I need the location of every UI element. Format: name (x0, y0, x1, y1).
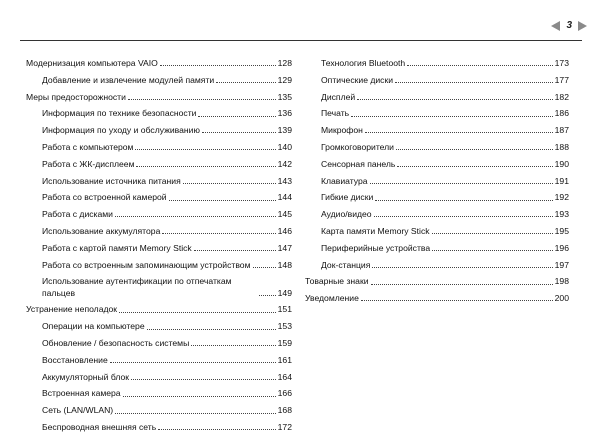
toc-page-number: 159 (277, 338, 292, 349)
toc-dot-leader (370, 183, 553, 184)
toc-dot-leader (110, 362, 276, 363)
toc-dot-leader (407, 65, 552, 66)
toc-subsection-entry[interactable] (26, 176, 292, 187)
toc-entry-title: Печать (321, 108, 350, 119)
toc-subsection-entry[interactable] (305, 108, 569, 119)
toc-subsection-entry[interactable] (305, 176, 569, 187)
toc-dot-leader (397, 166, 552, 167)
toc-entry-title: Работа со встроенным запоминающим устройством (42, 259, 251, 270)
toc-dot-leader (147, 329, 276, 330)
toc-page-number: 168 (277, 405, 292, 416)
toc-dot-leader (374, 216, 553, 217)
toc-dot-leader (128, 99, 276, 100)
toc-entry-title: Операции на компьютере (42, 321, 145, 332)
toc-column-left (26, 58, 292, 439)
toc-entry-title: Аудио/видео (321, 209, 372, 220)
toc-page-number: 187 (554, 125, 569, 136)
toc-subsection-entry[interactable] (305, 125, 569, 136)
toc-entry-title: Устранение неполадок (26, 304, 118, 315)
toc-subsection-entry[interactable] (26, 260, 292, 271)
toc-entry-title: Гибкие диски (321, 192, 374, 203)
toc-page-number: 177 (554, 74, 569, 85)
toc-page-number: 143 (277, 175, 292, 186)
toc-subsection-entry[interactable] (26, 159, 292, 170)
toc-dot-leader (198, 116, 275, 117)
page-navigation (551, 20, 587, 31)
toc-entry-title: Использование аккумулятора (42, 225, 161, 236)
toc-dot-leader (123, 396, 276, 397)
toc-page-number: 196 (554, 242, 569, 253)
toc-dot-leader (194, 250, 276, 251)
toc-page-number: 172 (277, 422, 292, 433)
toc-entry-title: Добавление и извлечение модулей памяти (42, 74, 215, 85)
toc-subsection-entry[interactable] (26, 243, 292, 254)
toc-entry-title: Уведомление (305, 293, 359, 304)
toc-subsection-entry[interactable] (305, 92, 569, 103)
toc-dot-leader (365, 132, 553, 133)
toc-subsection-entry[interactable] (26, 405, 292, 416)
toc-entry-title: Технология Bluetooth (321, 58, 406, 68)
toc-dot-leader (216, 82, 275, 83)
toc-entry-title: Встроенная камера (42, 388, 121, 399)
toc-page-number: 129 (277, 74, 292, 85)
toc-subsection-entry[interactable] (26, 372, 292, 383)
toc-entry-title: Громкоговорители (321, 141, 394, 152)
toc-page-number: 190 (554, 158, 569, 169)
toc-entry-title: Док-станция (321, 259, 371, 270)
previous-page-icon[interactable] (551, 21, 560, 31)
toc-dot-leader (372, 267, 552, 268)
toc-subsection-entry[interactable] (305, 260, 569, 271)
toc-dot-leader (371, 284, 553, 285)
toc-subsection-entry[interactable] (305, 142, 569, 153)
toc-dot-leader (259, 295, 276, 296)
toc-page-number: 148 (277, 259, 292, 270)
toc-dot-leader (169, 200, 276, 201)
toc-dot-leader (160, 65, 276, 66)
toc-page-number: 186 (554, 108, 569, 119)
toc-subsection-entry[interactable] (26, 276, 292, 299)
toc-entry-title: Работа с картой памяти Memory Stick (42, 242, 192, 253)
toc-subsection-entry[interactable] (305, 58, 569, 69)
toc-subsection-entry[interactable] (26, 226, 292, 237)
toc-entry-title: Обновление / безопасность системы (42, 338, 190, 349)
toc-dot-leader (253, 267, 276, 268)
toc-dot-leader (115, 216, 276, 217)
toc-page-number: 197 (554, 259, 569, 270)
toc-dot-leader (158, 429, 275, 430)
toc-subsection-entry[interactable] (26, 209, 292, 220)
toc-subsection-entry[interactable] (26, 338, 292, 349)
toc-entry-title: Использование источника питания (42, 175, 181, 186)
page-number: 3 (566, 20, 572, 31)
toc-dot-leader (183, 183, 276, 184)
toc-entry-title: Модернизация компьютера VAIO (26, 58, 158, 68)
toc-subsection-entry[interactable] (305, 243, 569, 254)
toc-dot-leader (162, 233, 275, 234)
toc-dot-leader (432, 233, 553, 234)
toc-entry-title: Аккумуляторный блок (42, 371, 130, 382)
toc-page-number: 145 (277, 209, 292, 220)
toc-subsection-entry[interactable] (26, 388, 292, 399)
toc-entry-title: Беспроводная внешняя сеть (42, 422, 157, 433)
toc-dot-leader (131, 379, 276, 380)
toc-section-entry[interactable] (26, 304, 292, 315)
toc-subsection-entry[interactable] (305, 226, 569, 237)
toc-subsection-entry[interactable] (26, 125, 292, 136)
toc-entry-title: Меры предосторожности (26, 91, 126, 102)
toc-dot-leader (191, 345, 275, 346)
toc-page-number: 195 (554, 225, 569, 236)
toc-subsection-entry[interactable] (305, 75, 569, 86)
toc-dot-leader (396, 149, 553, 150)
toc-page-number: 166 (277, 388, 292, 399)
toc-entry-title: Работа с дисками (42, 209, 113, 220)
toc-section-entry[interactable] (305, 276, 569, 287)
toc-dot-leader (375, 200, 552, 201)
toc-page-number: 153 (277, 321, 292, 332)
toc-page-number: 151 (277, 304, 292, 315)
toc-dot-leader (432, 250, 553, 251)
toc-subsection-entry[interactable] (26, 75, 292, 86)
toc-page-number: 149 (277, 287, 292, 298)
next-page-icon[interactable] (578, 21, 587, 31)
toc-dot-leader (395, 82, 553, 83)
toc-entry-title: Работа с компьютером (42, 141, 134, 152)
toc-page-number: 164 (277, 371, 292, 382)
toc-entry-title: Карта памяти Memory Stick (321, 225, 430, 236)
toc-page-number: 136 (277, 108, 292, 119)
toc-page-number: 161 (277, 354, 292, 365)
toc-page-number: 198 (554, 276, 569, 287)
toc-entry-title: Микрофон (321, 125, 363, 136)
page-header (0, 0, 595, 40)
toc-entry-title: Сеть (LAN/WLAN) (42, 405, 114, 416)
toc-page-number: 147 (277, 242, 292, 253)
toc-section-entry[interactable] (305, 293, 569, 304)
toc-page-number: 182 (554, 91, 569, 102)
toc-page-number: 135 (277, 91, 292, 102)
toc-subsection-entry[interactable] (26, 142, 292, 153)
toc-dot-leader (202, 132, 276, 133)
toc-subsection-entry[interactable] (305, 209, 569, 220)
toc-page-number: 193 (554, 209, 569, 220)
toc-page-number: 142 (277, 158, 292, 169)
toc-page-number: 140 (277, 141, 292, 152)
toc-page-number: 146 (277, 225, 292, 236)
toc-dot-leader (136, 166, 275, 167)
toc-column-right (305, 58, 569, 310)
toc-dot-leader (119, 312, 276, 313)
toc-subsection-entry[interactable] (26, 422, 292, 433)
toc-entry-title: Использование аутентификации по отпечаткам пальцев (42, 276, 232, 298)
toc-entry-title: Работа с ЖК-дисплеем (42, 158, 135, 169)
toc-entry-title: Сенсорная панель (321, 158, 396, 169)
toc-subsection-entry[interactable] (305, 192, 569, 203)
toc-subsection-entry[interactable] (26, 355, 292, 366)
toc-dot-leader (361, 300, 553, 301)
toc-subsection-entry[interactable] (26, 108, 292, 119)
toc-dot-leader (351, 116, 553, 117)
toc-entry-title: Информация по уходу и обслуживанию (42, 125, 200, 136)
header-divider (20, 40, 582, 41)
toc-page-number: 139 (277, 125, 292, 136)
toc-page-number: 144 (277, 192, 292, 203)
toc-entry-title: Товарные знаки (305, 276, 369, 287)
toc-entry-title: Работа со встроенной камерой (42, 192, 167, 203)
toc-section-entry[interactable] (26, 58, 292, 69)
toc-entry-title: Периферийные устройства (321, 242, 431, 253)
toc-subsection-entry[interactable] (26, 321, 292, 332)
toc-dot-leader (357, 99, 552, 100)
toc-entry-title: Информация по технике безопасности (42, 108, 197, 119)
toc-page-number: 200 (554, 293, 569, 304)
toc-entry-title: Оптические диски (321, 74, 394, 85)
toc-entry-title: Дисплей (321, 91, 356, 102)
toc-section-entry[interactable] (26, 92, 292, 103)
toc-entry-title: Восстановление (42, 354, 108, 365)
toc-page-number: 173 (554, 58, 569, 68)
toc-page-number: 192 (554, 192, 569, 203)
toc-subsection-entry[interactable] (26, 192, 292, 203)
toc-entry-title: Клавиатура (321, 175, 368, 186)
toc-dot-leader (115, 413, 275, 414)
toc-subsection-entry[interactable] (305, 159, 569, 170)
toc-page-number: 188 (554, 141, 569, 152)
toc-page-number: 191 (554, 175, 569, 186)
toc-dot-leader (135, 149, 275, 150)
toc-page-number: 128 (277, 58, 292, 68)
